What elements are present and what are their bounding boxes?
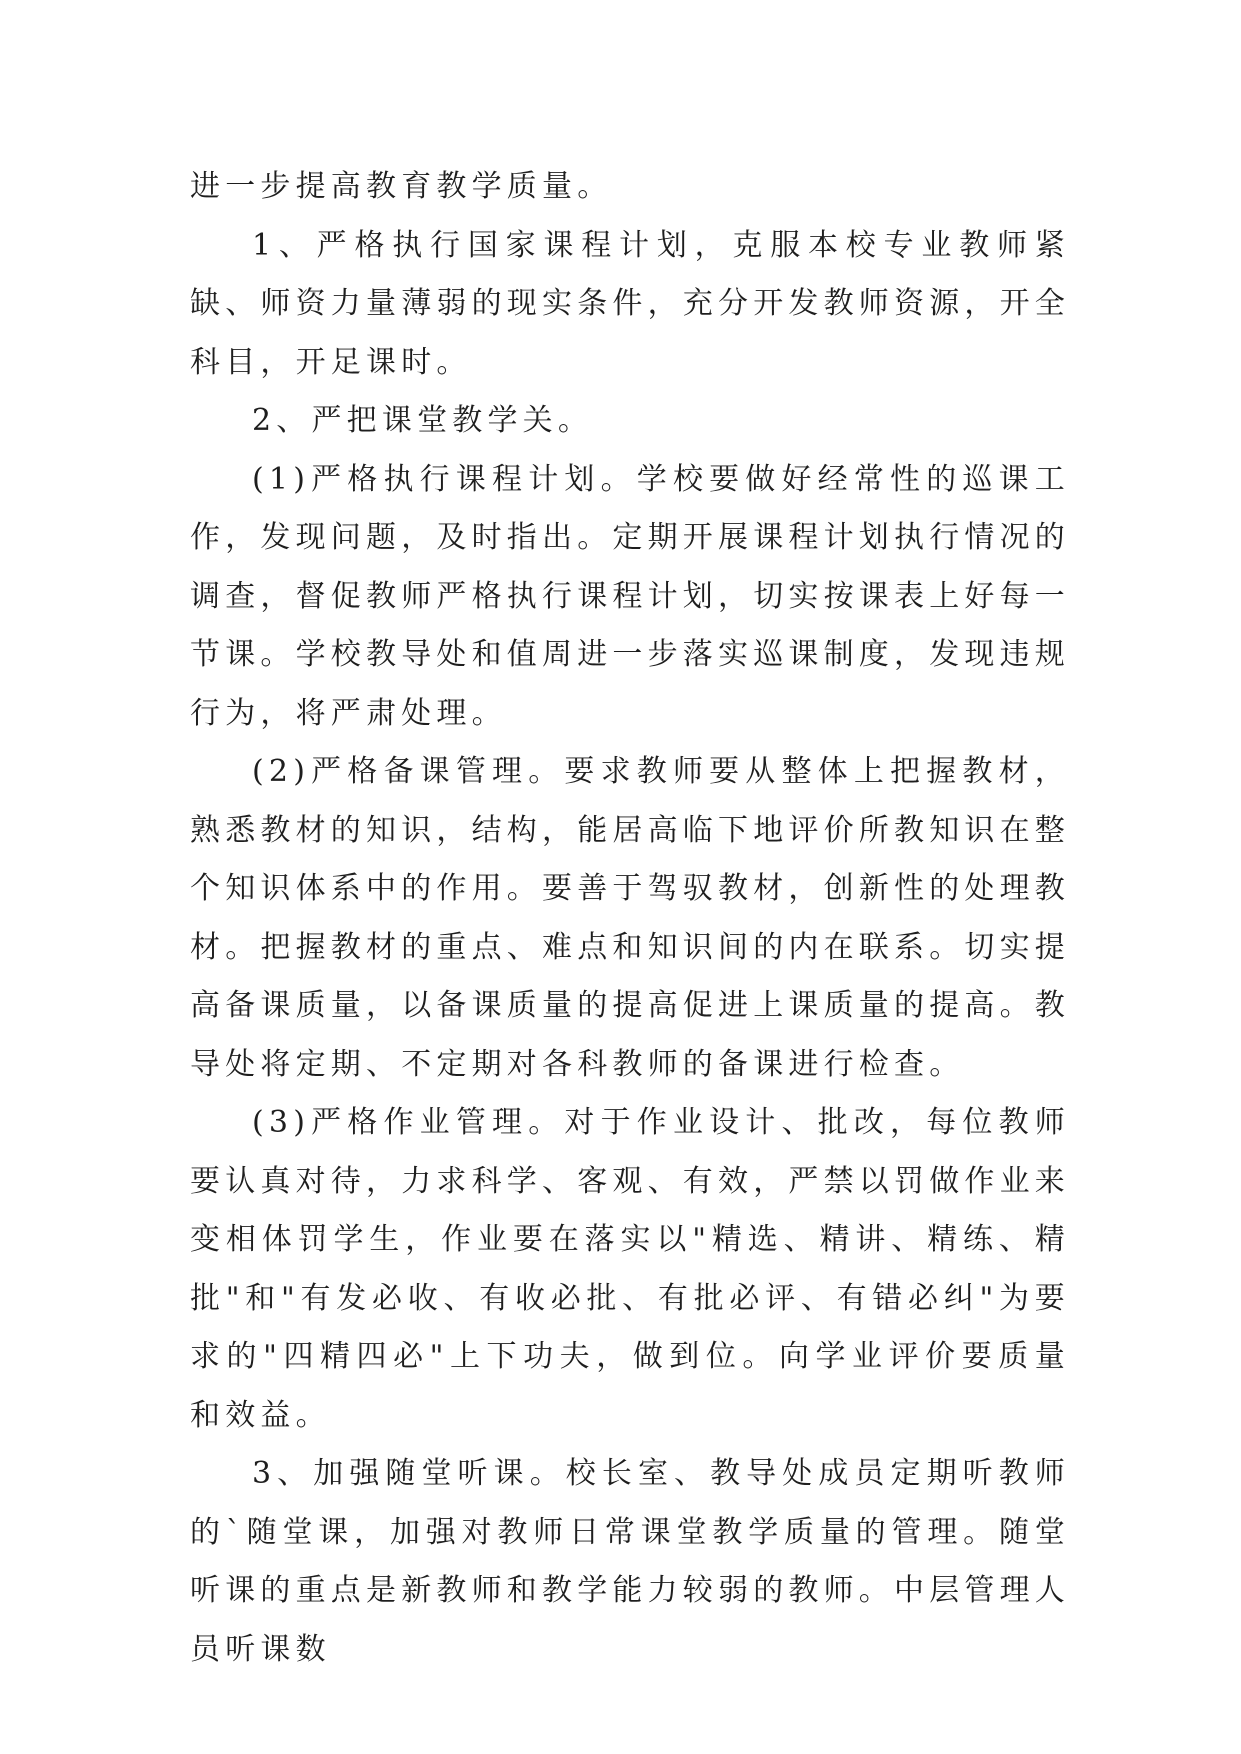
paragraph-sub-2-lesson-prep: (2)严格备课管理。要求教师要从整体上把握教材，熟悉教材的知识，结构，能居高临下地评价所教知识在整个知识体系中的作用。要善于驾驭教材，创新性的处理教材。把握教材的重点、难点和知识间的内在联系。切实提高备课质量，以备课质量的提高促进上课质量的提高。教导处将定期、不定期对各科教师的备课进行检查。 bbox=[190, 754, 1070, 1082]
paragraph-sub-3-homework: (3)严格作业管理。对于作业设计、批改，每位教师要认真对待，力求科学、客观、有效，严禁以罚做作业来变相体罚学生，作业要在落实以"精选、精讲、精练、精批"和"有发必收、有收必批、有批必评、有错必纠"为要求的"四精四必"上下功夫，做到位。向学业评价要质量和效益。 bbox=[190, 1105, 1070, 1433]
paragraph-sub-1-course-plan: (1)严格执行课程计划。学校要做好经常性的巡课工作，发现问题，及时指出。定期开展课程计划执行情况的调查，督促教师严格执行课程计划，切实按课表上好每一节课。学校教导处和值周进一步落实巡课制度，发现违规行为，将严肃处理。 bbox=[190, 461, 1070, 731]
paragraph-item-1-curriculum: 1、严格执行国家课程计划，克服本校专业教师紧缺、师资力量薄弱的现实条件，充分开发教师资源，开全科目，开足课时。 bbox=[190, 227, 1070, 380]
paragraph-item-2-classroom: 2、严把课堂教学关。 bbox=[252, 403, 594, 438]
paragraph-item-3-observation: 3、加强随堂听课。校长室、教导处成员定期听教师的`随堂课，加强对教师日常课堂教学质量的管理。随堂听课的重点是新教师和教学能力较弱的教师。中层管理人员听课数 bbox=[190, 1456, 1070, 1667]
document-body bbox=[190, 158, 1070, 1679]
paragraph-continuation: 进一步提高教育教学质量。 bbox=[190, 169, 613, 204]
